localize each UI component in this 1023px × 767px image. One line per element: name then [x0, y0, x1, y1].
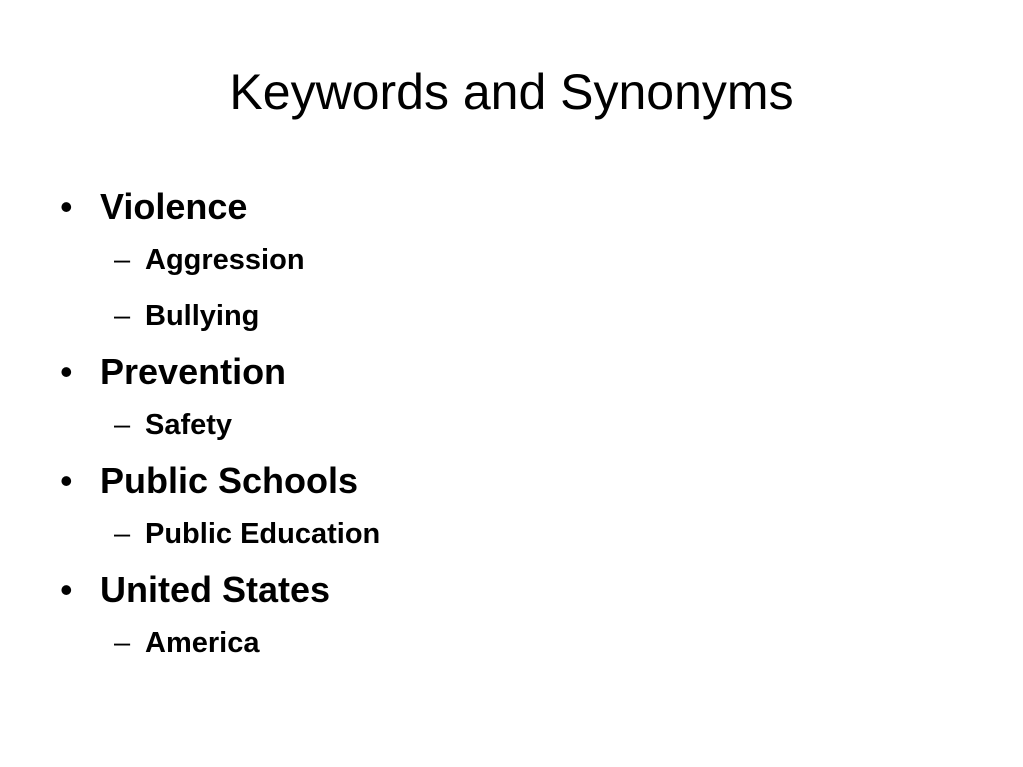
dash-icon: –: [114, 244, 131, 276]
synonym-item: [114, 615, 960, 671]
slide-title: Keywords and Synonyms: [229, 64, 794, 120]
synonym-item: [114, 397, 960, 453]
keyword-row: [60, 565, 960, 615]
synonym-list: [60, 506, 960, 562]
synonym-label: America: [145, 627, 260, 659]
synonym-label: Public Education: [145, 518, 381, 550]
keyword-item-united-states: [60, 565, 960, 671]
synonym-label: Bullying: [145, 300, 260, 332]
keyword-list: [60, 182, 960, 671]
synonym-list: [60, 397, 960, 453]
synonym-list: [60, 232, 960, 344]
synonym-list: [60, 615, 960, 671]
keyword-label: Prevention: [100, 351, 287, 392]
keyword-item-violence: [60, 182, 960, 344]
synonym-row: [114, 615, 960, 671]
synonym-row: [114, 232, 960, 288]
synonym-row: [114, 397, 960, 453]
keyword-label: Public Schools: [100, 460, 359, 501]
bullet-icon: •: [60, 351, 73, 392]
keyword-item-prevention: [60, 347, 960, 453]
synonym-row: [114, 288, 960, 344]
dash-icon: –: [114, 627, 131, 659]
synonym-item: [114, 288, 960, 344]
keyword-label: United States: [100, 569, 331, 610]
keyword-label: Violence: [100, 186, 248, 227]
keyword-row: [60, 182, 960, 232]
keyword-row: [60, 456, 960, 506]
keyword-row: [60, 347, 960, 397]
synonym-label: Safety: [145, 409, 233, 441]
keyword-item-public-schools: [60, 456, 960, 562]
bullet-icon: •: [60, 460, 73, 501]
synonym-label: Aggression: [145, 244, 305, 276]
bullet-icon: •: [60, 186, 73, 227]
synonym-item: [114, 232, 960, 288]
dash-icon: –: [114, 300, 131, 332]
bullet-icon: •: [60, 569, 73, 610]
dash-icon: –: [114, 518, 131, 550]
dash-icon: –: [114, 409, 131, 441]
synonym-row: [114, 506, 960, 562]
synonym-item: [114, 506, 960, 562]
